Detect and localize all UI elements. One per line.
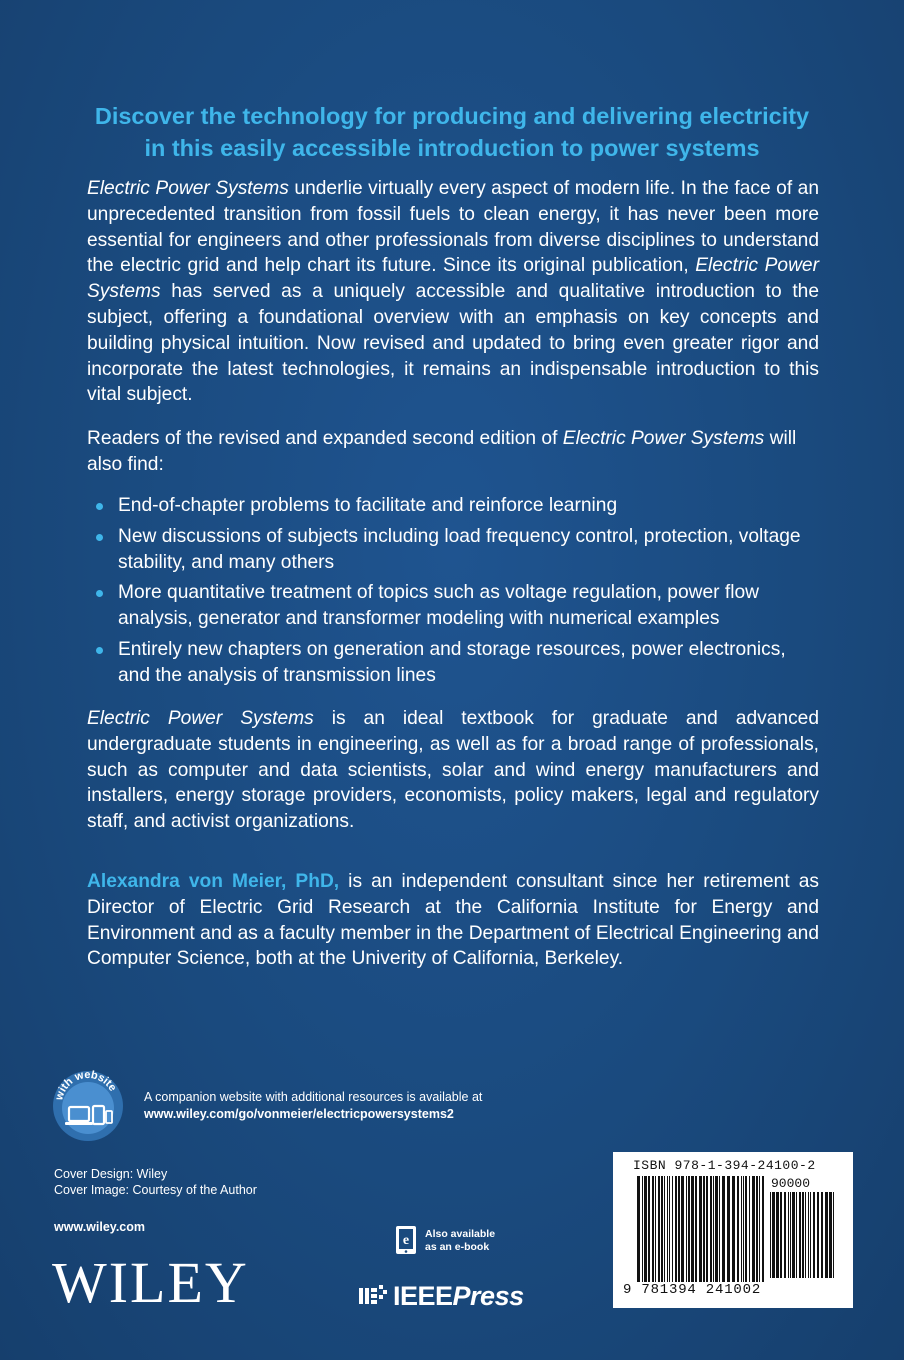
audience-text: is an ideal textbook for graduate and advanced undergraduate students in engineering, as well as for a broad range of professionals, such as computer and data scientists, solar and wind energy manufacturers and installers, energy storage providers, economists, policy makers, legal and regulatory staff, and activist organizations.	[87, 708, 820, 833]
barcode-bar	[776, 1192, 779, 1278]
barcode-bar	[792, 1192, 795, 1278]
ebook-icon	[395, 1225, 417, 1255]
barcode-bar	[825, 1192, 828, 1278]
list-item	[87, 637, 819, 689]
barcode-bar	[796, 1192, 797, 1278]
headline-line-1: Discover the technology for producing and delivering electricity	[94, 103, 810, 129]
barcode-bar	[719, 1176, 720, 1282]
book-title: Electric Power Systems	[562, 428, 765, 449]
ieee-press-logo	[359, 1279, 524, 1313]
companion-website-note	[144, 1089, 564, 1123]
isbn-barcode	[613, 1152, 853, 1308]
list-item	[87, 524, 819, 576]
barcode-bar	[703, 1176, 705, 1282]
barcode-bar	[788, 1192, 789, 1278]
ebook-line-1: Also available	[425, 1228, 496, 1240]
badge-label: with website	[53, 1070, 119, 1102]
barcode-bar	[805, 1192, 806, 1278]
author-bio-text: is an independent consultant since her retirement as Director of Electric Grid Research at the California Institute for Energy and Environment and as a faculty member in the Department of Electrical Engineering and Computer Science, both at the Univerity of California, Berkeley.	[87, 871, 819, 970]
ean-digits: 9 781394 241002	[623, 1282, 762, 1298]
barcode-bar	[722, 1176, 725, 1282]
barcode-bar	[658, 1176, 660, 1282]
barcode-bar	[759, 1176, 760, 1282]
barcode-bar	[699, 1176, 702, 1282]
with-website-badge	[52, 1070, 124, 1142]
list-item	[87, 493, 819, 519]
barcode-bar	[713, 1176, 714, 1282]
barcode-bar	[688, 1176, 690, 1282]
bullet-icon	[96, 647, 103, 654]
barcode-bar	[829, 1192, 832, 1278]
addon-barcode-bars	[770, 1192, 836, 1278]
readers-paragraph	[87, 426, 819, 478]
barcode-bar	[681, 1176, 684, 1282]
ieee-word: IEEE	[393, 1280, 453, 1311]
bullet-icon	[96, 590, 103, 597]
audience-paragraph	[87, 706, 819, 835]
barcode-bar	[695, 1176, 697, 1282]
intro-paragraph	[87, 176, 819, 408]
list-item-text: End-of-chapter problems to facilitate and reinforce learning	[118, 495, 618, 516]
ean-barcode-bars	[637, 1176, 765, 1282]
barcode-bar	[802, 1192, 804, 1278]
cover-design-credit: Cover Design: Wiley	[54, 1167, 168, 1181]
barcode-bar	[817, 1192, 819, 1278]
barcode-bar	[644, 1176, 647, 1282]
barcode-bar	[642, 1176, 643, 1282]
barcode-bar	[752, 1176, 755, 1282]
price-code: 90000	[771, 1176, 811, 1191]
list-item-text: Entirely new chapters on generation and storage resources, power electronics, and the analysis of transmission lines	[118, 638, 786, 686]
companion-text: A companion website with additional resources is available at	[144, 1090, 483, 1104]
headline	[60, 100, 844, 164]
barcode-bar	[686, 1176, 687, 1282]
barcode-bar	[745, 1176, 747, 1282]
barcode-bar	[756, 1176, 758, 1282]
ieee-mark-icon	[359, 1285, 387, 1307]
barcode-bar	[706, 1176, 708, 1282]
intro-text-1: underlie virtually every aspect of modern life. In the face of an unprecedented transition from fossil fuels to clean energy, it has never been more essential for engineers and other professionals from diverse disciplines to understand the electric grid and help chart its future. Since its original publication,	[87, 178, 820, 277]
cover-credits	[54, 1166, 257, 1198]
barcode-bar	[664, 1176, 665, 1282]
barcode-bar	[661, 1176, 663, 1282]
barcode-bar	[833, 1192, 834, 1278]
readers-lead: Readers of the revised and expanded second edition of	[87, 428, 563, 449]
isbn-label: ISBN 978-1-394-24100-2	[633, 1158, 816, 1173]
barcode-bar	[762, 1176, 764, 1282]
cover-image-credit: Cover Image: Courtesy of the Author	[54, 1183, 257, 1197]
barcode-bar	[691, 1176, 694, 1282]
bullet-icon	[96, 534, 103, 541]
barcode-bar	[667, 1176, 668, 1282]
barcode-bar	[799, 1192, 801, 1278]
barcode-bar	[749, 1176, 750, 1282]
ieee-press-wordmark	[393, 1281, 524, 1312]
barcode-bar	[655, 1176, 656, 1282]
feature-list	[87, 493, 819, 694]
author-bio	[87, 869, 819, 972]
barcode-bar	[790, 1192, 791, 1278]
list-item-text: More quantitative treatment of topics such as voltage regulation, power flow analysis, generator and transformer modeling with numerical examples	[118, 582, 759, 630]
barcode-bar	[741, 1176, 742, 1282]
barcode-bar	[743, 1176, 744, 1282]
barcode-bar	[678, 1176, 680, 1282]
book-title: Electric Power Systems	[87, 255, 819, 303]
readers-tail: will also find:	[87, 428, 797, 475]
svg-text:e: e	[402, 1233, 410, 1248]
barcode-bar	[808, 1192, 809, 1278]
barcode-bar	[810, 1192, 811, 1278]
list-item-text: New discussions of subjects including load frequency control, protection, voltage stability, and many others	[118, 525, 801, 573]
bullet-icon	[96, 503, 103, 510]
ebook-note	[425, 1228, 495, 1254]
barcode-bar	[737, 1176, 739, 1282]
barcode-bar	[652, 1176, 654, 1282]
barcode-bar	[784, 1192, 786, 1278]
barcode-bar	[813, 1192, 815, 1278]
barcode-bar	[675, 1176, 677, 1282]
press-word: Press	[452, 1280, 524, 1311]
barcode-bar	[821, 1192, 823, 1278]
barcode-bar	[672, 1176, 673, 1282]
wiley-logo: WILEY	[52, 1250, 249, 1315]
publisher-website[interactable]: www.wiley.com	[54, 1220, 145, 1234]
book-title: Electric Power Systems	[87, 178, 289, 199]
list-item	[87, 580, 819, 632]
barcode-bar	[772, 1192, 775, 1278]
barcode-bar	[669, 1176, 670, 1282]
barcode-bar	[710, 1176, 712, 1282]
intro-text-2: has served as a uniquely accessible and qualitative introduction to the subject, offering a foundational overview with an emphasis on key concepts and building physical intuition. Now revised and updated to bring even greater rigor and incorporate the latest technologies, it remains an indispensable introduction to this vital subject.	[87, 281, 819, 406]
barcode-bar	[637, 1176, 640, 1282]
barcode-bar	[770, 1192, 771, 1278]
barcode-bar	[727, 1176, 730, 1282]
barcode-bar	[715, 1176, 718, 1282]
book-title: Electric Power Systems	[87, 708, 314, 729]
author-name: Alexandra von Meier, PhD,	[87, 871, 340, 892]
barcode-bar	[648, 1176, 650, 1282]
ebook-line-2: as an e-book	[425, 1241, 490, 1253]
barcode-bar	[780, 1192, 782, 1278]
headline-line-2: in this easily accessible introduction to power systems	[144, 135, 760, 161]
companion-url[interactable]: www.wiley.com/go/vonmeier/electricpowersystems2	[144, 1107, 454, 1121]
barcode-bar	[732, 1176, 735, 1282]
